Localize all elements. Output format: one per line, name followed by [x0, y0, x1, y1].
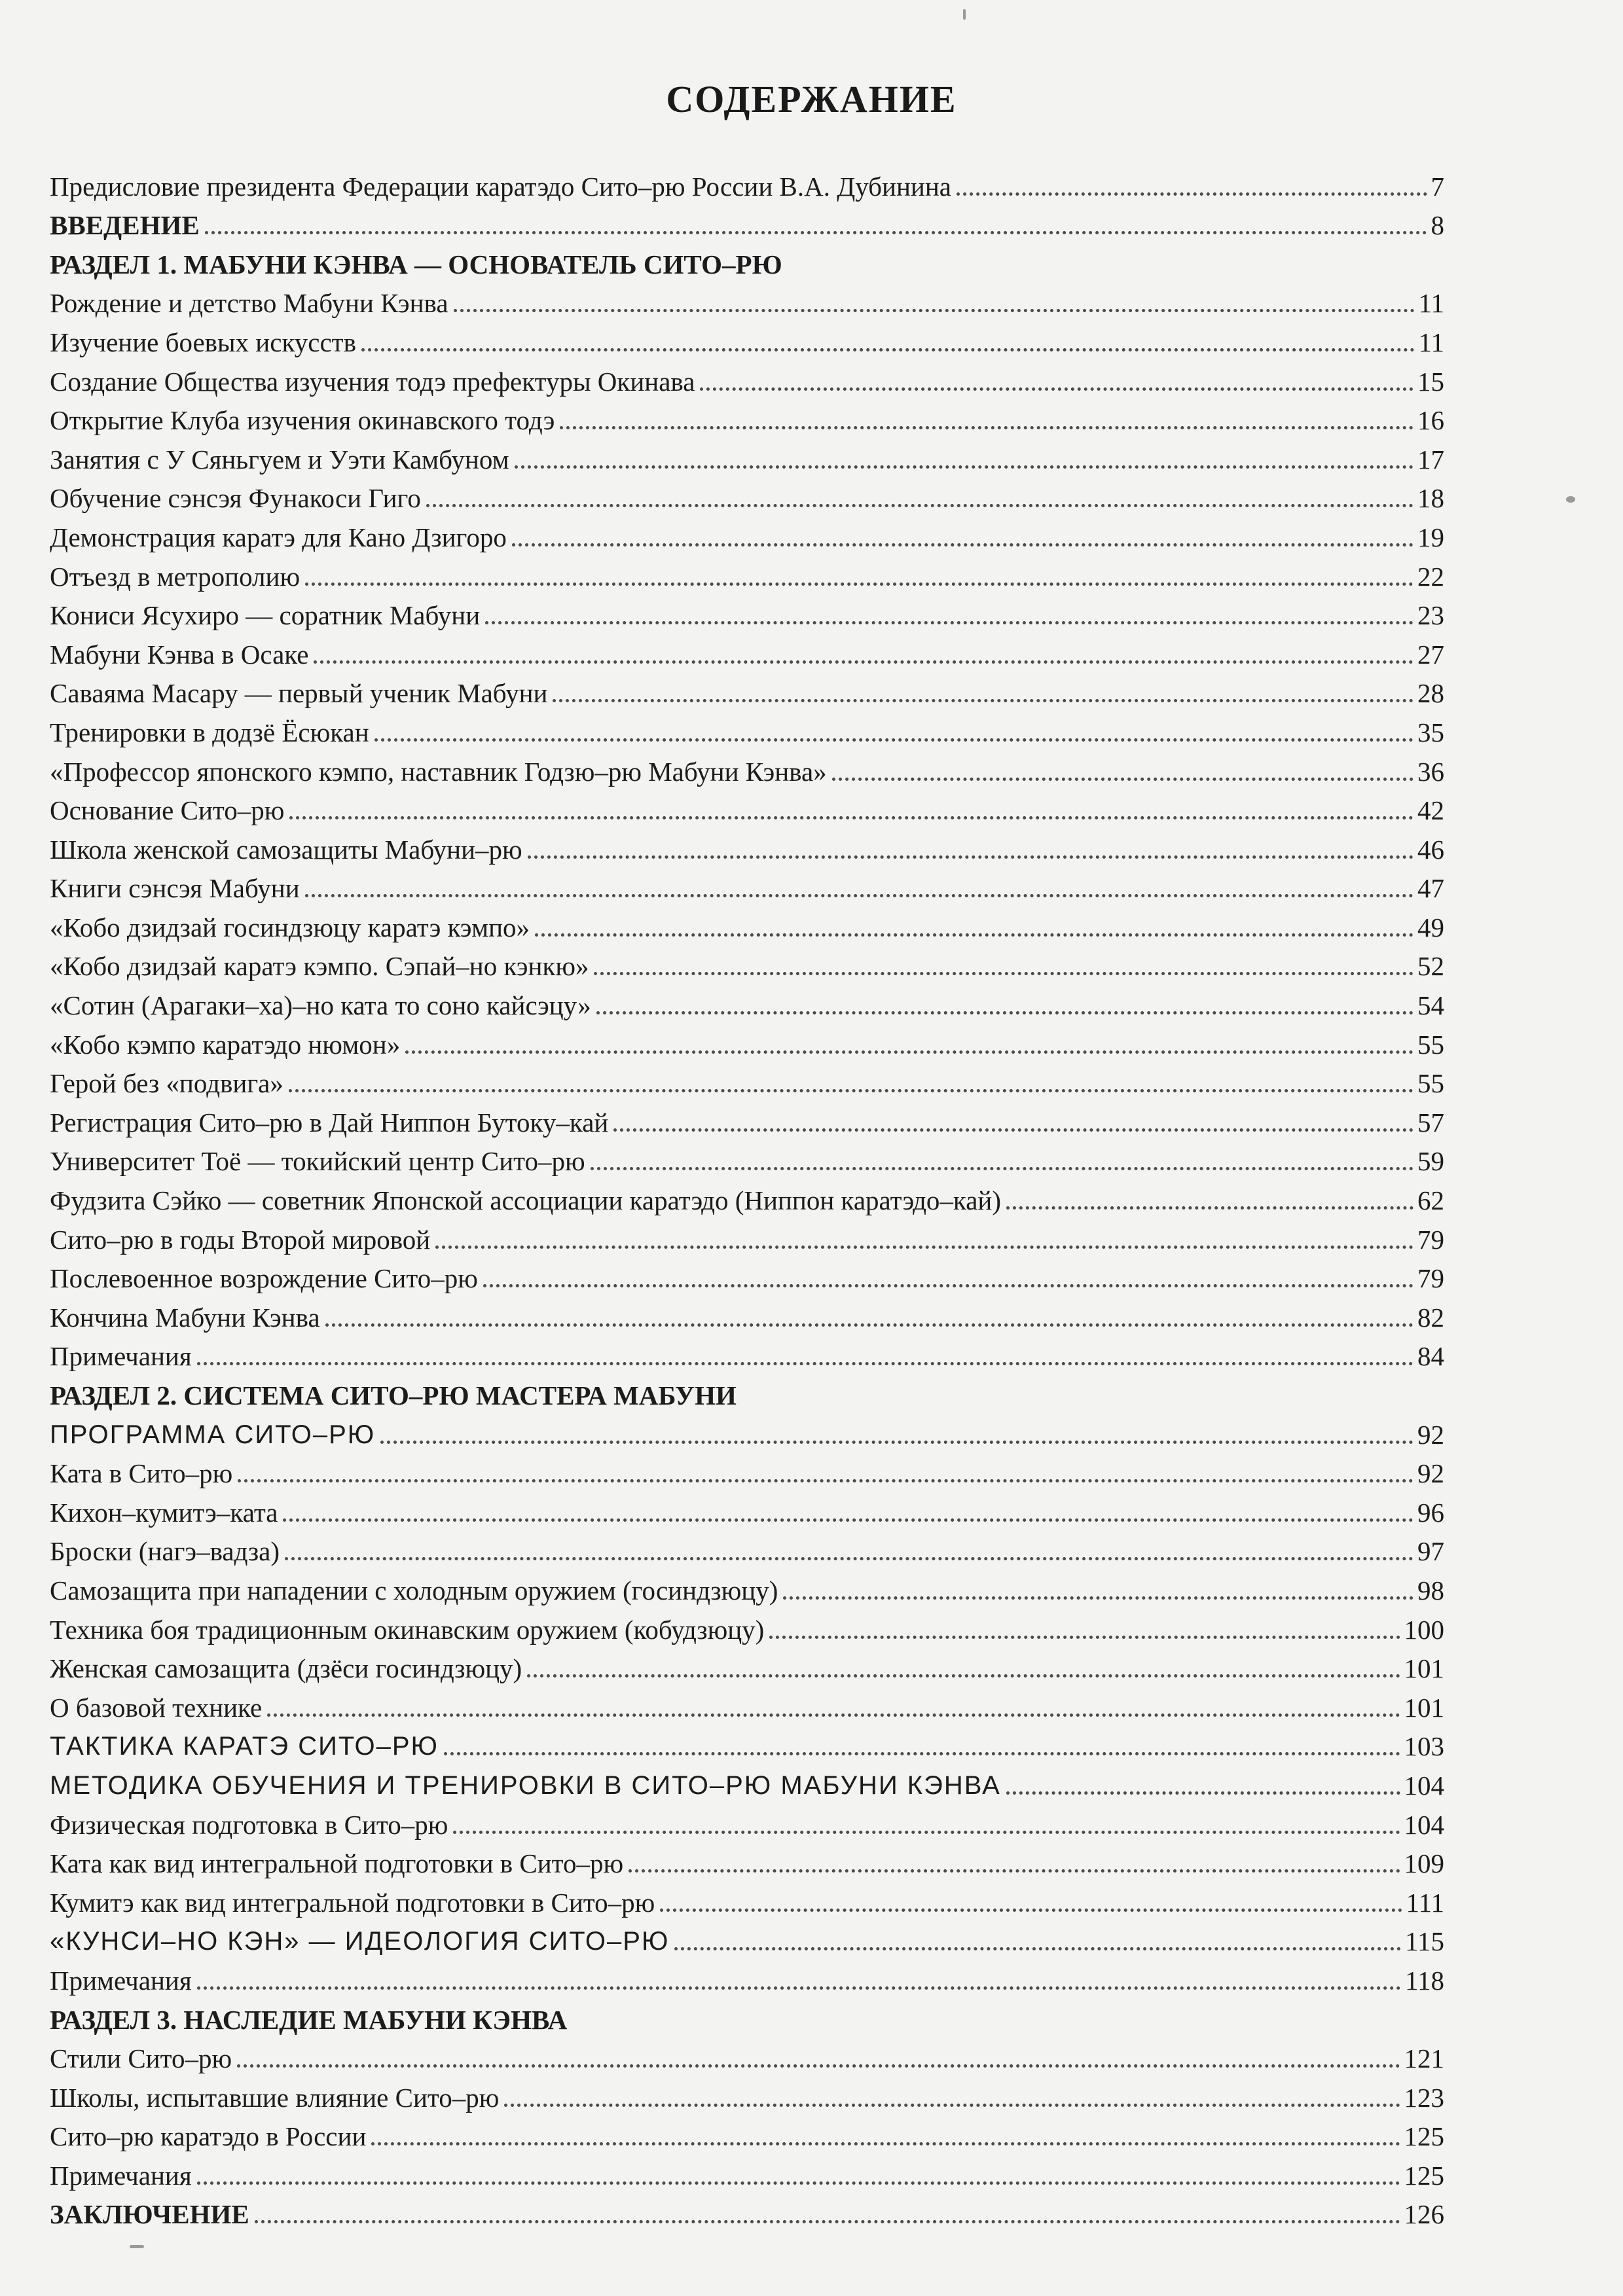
toc-entry-title: Женская самозащита (дзёси госиндзюцу)	[50, 1653, 522, 1684]
toc-entry	[50, 1139, 1444, 1178]
toc-dot-leader	[283, 1518, 1413, 1522]
toc-entry-title: О базовой технике	[50, 1692, 263, 1723]
toc-page-number: 19	[1417, 522, 1444, 552]
toc-entry-title: «Профессор японского кэмпо, наставник Годзю–рю Мабуни Кэнва»	[50, 756, 827, 787]
toc-entry	[50, 1880, 1444, 1919]
toc-entry-title: Ката как вид интегральной подготовки в Сито–рю	[50, 1848, 624, 1879]
toc-entry-title: Демонстрация каратэ для Кано Дзигоро	[50, 522, 507, 552]
toc-page-number: 123	[1404, 2082, 1444, 2113]
toc-entry	[50, 437, 1444, 476]
toc-entry	[50, 982, 1444, 1022]
toc-dot-leader	[426, 504, 1413, 507]
toc-entry	[50, 1022, 1444, 1061]
toc-entry-title: РАЗДЕЛ 2. СИСТЕМА СИТО–РЮ МАСТЕРА МАБУНИ	[50, 1380, 737, 1410]
toc-page-number: 125	[1404, 2160, 1444, 2191]
toc-page-number: 46	[1417, 834, 1444, 865]
toc-entry-title: Ката в Сито–рю	[50, 1458, 233, 1489]
toc-page-number: 11	[1418, 288, 1444, 319]
page-title: СОДЕРЖАНИЕ	[666, 78, 957, 120]
toc-entry	[50, 788, 1444, 827]
toc-entry-title: Физическая подготовка в Сито–рю	[50, 1809, 448, 1840]
toc-page-number: 8	[1431, 210, 1444, 241]
toc-entry-title: Мабуни Кэнва в Осаке	[50, 639, 309, 670]
toc-entry	[50, 1568, 1444, 1607]
toc-entry-title: Отъезд в метрополию	[50, 561, 301, 592]
toc-entry-title: РАЗДЕЛ 1. МАБУНИ КЭНВА — ОСНОВАТЕЛЬ СИТО–РЮ	[50, 249, 782, 279]
toc-entry	[50, 632, 1444, 671]
toc-dot-leader	[305, 583, 1413, 586]
toc-page-number: 111	[1406, 1887, 1444, 1918]
toc-page-number: 103	[1404, 1731, 1444, 1762]
toc-dot-leader	[560, 426, 1413, 429]
toc-entry-title: Создание Общества изучения тодэ префектуры Окинава	[50, 366, 695, 397]
toc-entry-title: Основание Сито–рю	[50, 795, 285, 826]
toc-entry	[50, 203, 1444, 242]
toc-entry-title: Занятия с У Сяньгуем и Уэти Камбуном	[50, 444, 509, 475]
toc-dot-leader	[674, 1947, 1401, 1950]
toc-entry-title: «Сотин (Арагаки–ха)–но ката то соно кайсэцу»	[50, 990, 591, 1021]
toc-entry	[50, 1802, 1444, 1841]
toc-dot-leader	[197, 1986, 1401, 1990]
toc-entry-title: Школы, испытавшие влияние Сито–рю	[50, 2082, 500, 2113]
toc-dot-leader	[485, 621, 1413, 624]
toc-entry-title: РАЗДЕЛ 3. НАСЛЕДИЕ МАБУНИ КЭНВА	[50, 2004, 568, 2035]
toc-dot-leader	[314, 660, 1413, 664]
toc-dot-leader	[1006, 1206, 1413, 1210]
toc-page-number: 126	[1404, 2199, 1444, 2230]
toc-entry-title: ВВЕДЕНИЕ	[50, 210, 200, 241]
toc-entry	[50, 554, 1444, 593]
toc-entry	[50, 749, 1444, 788]
toc-entry	[50, 1451, 1444, 1490]
toc-entry-title: ПРОГРАММА СИТО–РЮ	[50, 1420, 376, 1449]
toc-entry-title: Герой без «подвига»	[50, 1068, 283, 1099]
toc-entry-title: Самозащита при нападении с холодным оружием (госиндзюцу)	[50, 1575, 778, 1605]
toc-entry-title: Саваяма Масару — первый ученик Мабуни	[50, 678, 548, 709]
toc-dot-leader	[405, 1050, 1413, 1054]
toc-entry-title: Примечания	[50, 2160, 192, 2191]
toc-dot-leader	[453, 1831, 1400, 1834]
toc-entry	[50, 905, 1444, 944]
toc-dot-leader	[769, 1636, 1400, 1639]
toc-entry	[50, 514, 1444, 554]
toc-dot-leader	[255, 2220, 1400, 2223]
toc-dot-leader	[197, 1362, 1413, 1365]
toc-dot-leader	[380, 1441, 1413, 1444]
toc-entry	[50, 1529, 1444, 1568]
toc-entry	[50, 1177, 1444, 1217]
toc-entry	[50, 1841, 1444, 1880]
toc-dot-leader	[435, 1246, 1413, 1249]
toc-entry	[50, 1919, 1444, 1958]
toc-page-number: 7	[1431, 171, 1444, 202]
toc-entry	[50, 2114, 1444, 2153]
toc-entry-title: Обучение сэнсэя Фунакоси Гиго	[50, 483, 421, 514]
toc-entry-title: Кончина Мабуни Кэнва	[50, 1302, 320, 1333]
toc-section-heading	[50, 1372, 1444, 1412]
toc-dot-leader	[613, 1128, 1413, 1132]
toc-page-number: 115	[1405, 1926, 1444, 1957]
toc-entry-title: ТАКТИКА КАРАТЭ СИТО–РЮ	[50, 1732, 439, 1761]
toc-page-number: 11	[1418, 327, 1444, 357]
toc-page-number: 100	[1404, 1614, 1444, 1645]
toc-dot-leader	[285, 1557, 1413, 1560]
toc-entry-title: Сито–рю каратэдо в России	[50, 2121, 367, 2152]
toc-dot-leader	[205, 231, 1427, 234]
toc-entry-title: Примечания	[50, 1341, 192, 1372]
toc-dot-leader	[267, 1713, 1400, 1717]
toc-dot-leader	[832, 778, 1413, 781]
toc-dot-leader	[629, 1869, 1400, 1873]
toc-entry	[50, 671, 1444, 710]
toc-dot-leader	[325, 1323, 1413, 1327]
toc-dot-leader	[660, 1909, 1402, 1912]
toc-entry-title: Регистрация Сито–рю в Дай Ниппон Бутоку–кай	[50, 1107, 609, 1138]
toc-page-number: 104	[1404, 1809, 1444, 1840]
toc-dot-leader	[237, 2064, 1400, 2068]
toc-entry	[50, 281, 1444, 320]
toc-entry	[50, 944, 1444, 983]
toc-dot-leader	[591, 1167, 1413, 1170]
toc-entry	[50, 709, 1444, 749]
toc-entry	[50, 2075, 1444, 2114]
toc-page-number: 96	[1417, 1497, 1444, 1528]
toc-page-number: 97	[1417, 1536, 1444, 1567]
toc-dot-leader	[515, 465, 1413, 469]
toc-entry-title: Тренировки в додзё Ёсюкан	[50, 717, 369, 747]
toc-entry-title: Примечания	[50, 1965, 192, 1996]
toc-section-heading	[50, 242, 1444, 281]
toc-entry-title: Техника боя традиционным окинавским оружием (кобудзюцу)	[50, 1614, 765, 1645]
toc-page-number: 101	[1404, 1692, 1444, 1723]
toc-page-number: 98	[1417, 1575, 1444, 1605]
toc-dot-leader	[289, 1089, 1413, 1092]
scan-speck	[963, 9, 966, 20]
toc-dot-leader	[527, 1674, 1400, 1677]
toc-dot-leader	[371, 2142, 1400, 2145]
toc-page-number: 59	[1417, 1146, 1444, 1177]
toc-page-number: 47	[1417, 873, 1444, 904]
toc-entry	[50, 1061, 1444, 1100]
toc-entry	[50, 2036, 1444, 2075]
toc-entry	[50, 164, 1444, 203]
toc-entry	[50, 827, 1444, 866]
toc-page-number: 55	[1417, 1068, 1444, 1099]
toc-entry-title: Кихон–кумитэ–ката	[50, 1497, 278, 1528]
toc-entry-title: МЕТОДИКА ОБУЧЕНИЯ И ТРЕНИРОВКИ В СИТО–РЮ МАБУНИ КЭНВА	[50, 1770, 1001, 1800]
toc-page-number: 125	[1404, 2121, 1444, 2152]
toc-dot-leader	[700, 387, 1413, 391]
toc-dot-leader	[957, 192, 1427, 196]
toc-entry-title: Книги сэнсэя Мабуни	[50, 873, 300, 904]
toc-entry-title: Броски (нагэ–вадза)	[50, 1536, 280, 1567]
toc-page-number: 18	[1417, 483, 1444, 514]
toc-dot-leader	[512, 543, 1413, 547]
toc-entry-title: Рождение и детство Мабуни Кэнва	[50, 288, 448, 319]
toc-dot-leader	[289, 816, 1413, 819]
toc-entry-title: Фудзита Сэйко — советник Японской ассоциации каратэдо (Ниппон каратэдо–кай)	[50, 1185, 1002, 1216]
toc-page-number: 15	[1417, 366, 1444, 397]
toc-entry-title: «КУНСИ–НО КЭН» — ИДЕОЛОГИЯ СИТО–РЮ	[50, 1927, 670, 1956]
toc-page-number: 109	[1404, 1848, 1444, 1879]
toc-entry	[50, 1646, 1444, 1685]
toc-dot-leader	[444, 1752, 1400, 1755]
toc-page-number: 22	[1417, 561, 1444, 592]
toc-page-number: 36	[1417, 756, 1444, 787]
toc-dot-leader	[783, 1596, 1413, 1600]
toc-dot-leader	[238, 1479, 1413, 1482]
toc-entry	[50, 319, 1444, 359]
toc-entry-title: Кумитэ как вид интегральной подготовки в Сито–рю	[50, 1887, 655, 1918]
toc-page-number: 118	[1405, 1965, 1444, 1996]
toc-entry	[50, 2192, 1444, 2231]
toc-dot-leader	[197, 2181, 1400, 2185]
toc-entry	[50, 1412, 1444, 1451]
toc-entry-title: Сито–рю в годы Второй мировой	[50, 1224, 431, 1255]
toc-entry	[50, 398, 1444, 437]
toc-entry	[50, 2153, 1444, 2192]
toc-page-number: 55	[1417, 1029, 1444, 1060]
toc-entry	[50, 1334, 1444, 1373]
toc-entry	[50, 866, 1444, 905]
toc-dot-leader	[1006, 1791, 1400, 1795]
toc-entry	[50, 1724, 1444, 1763]
toc-page-number: 84	[1417, 1341, 1444, 1372]
toc-dot-leader	[483, 1284, 1413, 1287]
toc-dot-leader	[596, 1011, 1413, 1014]
toc-page-number: 54	[1417, 990, 1444, 1021]
toc-entry-title: ЗАКЛЮЧЕНИЕ	[50, 2199, 249, 2230]
table-of-contents	[50, 164, 1444, 2231]
toc-entry-title: Послевоенное возрождение Сито–рю	[50, 1263, 478, 1294]
toc-entry-title: Открытие Клуба изучения окинавского тодэ	[50, 405, 555, 436]
toc-dot-leader	[528, 855, 1413, 859]
toc-page-number: 35	[1417, 717, 1444, 747]
toc-dot-leader	[594, 972, 1413, 975]
toc-page-number: 17	[1417, 444, 1444, 475]
toc-entry-title: Предисловие президента Федерации каратэдо Сито–рю России В.А. Дубинина	[50, 171, 951, 202]
toc-page-number: 23	[1417, 600, 1444, 631]
toc-dot-leader	[361, 348, 1415, 351]
toc-dot-leader	[553, 699, 1413, 702]
toc-entry	[50, 476, 1444, 515]
toc-page-number: 27	[1417, 639, 1444, 670]
toc-entry	[50, 359, 1444, 398]
toc-page-number: 104	[1404, 1770, 1444, 1801]
toc-page-number: 92	[1417, 1419, 1444, 1450]
toc-entry	[50, 593, 1444, 632]
toc-page-number: 49	[1417, 912, 1444, 942]
toc-entry-title: Школа женской самозащиты Мабуни–рю	[50, 834, 522, 865]
toc-page-number: 16	[1417, 405, 1444, 436]
toc-entry	[50, 1958, 1444, 1997]
toc-section-heading	[50, 1997, 1444, 2036]
toc-entry-title: Изучение боевых искусств	[50, 327, 356, 357]
toc-dot-leader	[535, 933, 1413, 937]
toc-entry-title: «Кобо кэмпо каратэдо нюмон»	[50, 1029, 401, 1060]
toc-dot-leader	[504, 2104, 1400, 2107]
toc-entry-title: «Кобо дзидзай каратэ кэмпо. Сэпай–но кэнкю»	[50, 951, 589, 982]
toc-entry	[50, 1100, 1444, 1139]
toc-page-number: 28	[1417, 678, 1444, 709]
scan-speck	[130, 2245, 144, 2248]
toc-page-number: 79	[1417, 1263, 1444, 1294]
toc-page-number: 42	[1417, 795, 1444, 826]
toc-dot-leader	[374, 738, 1413, 742]
toc-page-number: 101	[1404, 1653, 1444, 1684]
toc-entry	[50, 1295, 1444, 1334]
toc-entry-title: «Кобо дзидзай госиндзюцу каратэ кэмпо»	[50, 912, 530, 942]
toc-page-number: 82	[1417, 1302, 1444, 1333]
toc-page-number: 62	[1417, 1185, 1444, 1216]
scan-speck	[1566, 496, 1575, 503]
toc-entry-title: Кониси Ясухиро — соратник Мабуни	[50, 600, 481, 631]
toc-entry	[50, 1685, 1444, 1724]
toc-entry	[50, 1217, 1444, 1256]
toc-page-number: 57	[1417, 1107, 1444, 1138]
toc-page-number: 52	[1417, 951, 1444, 982]
toc-dot-leader	[454, 309, 1415, 312]
toc-entry	[50, 1763, 1444, 1802]
toc-entry	[50, 1256, 1444, 1295]
toc-page-number: 92	[1417, 1458, 1444, 1489]
toc-dot-leader	[305, 894, 1413, 897]
toc-page-number: 79	[1417, 1224, 1444, 1255]
toc-entry-title: Университет Тоё — токийский центр Сито–рю	[50, 1146, 585, 1177]
toc-entry	[50, 1490, 1444, 1529]
toc-page-number: 121	[1404, 2043, 1444, 2074]
toc-entry	[50, 1607, 1444, 1646]
toc-entry-title: Стили Сито–рю	[50, 2043, 232, 2074]
